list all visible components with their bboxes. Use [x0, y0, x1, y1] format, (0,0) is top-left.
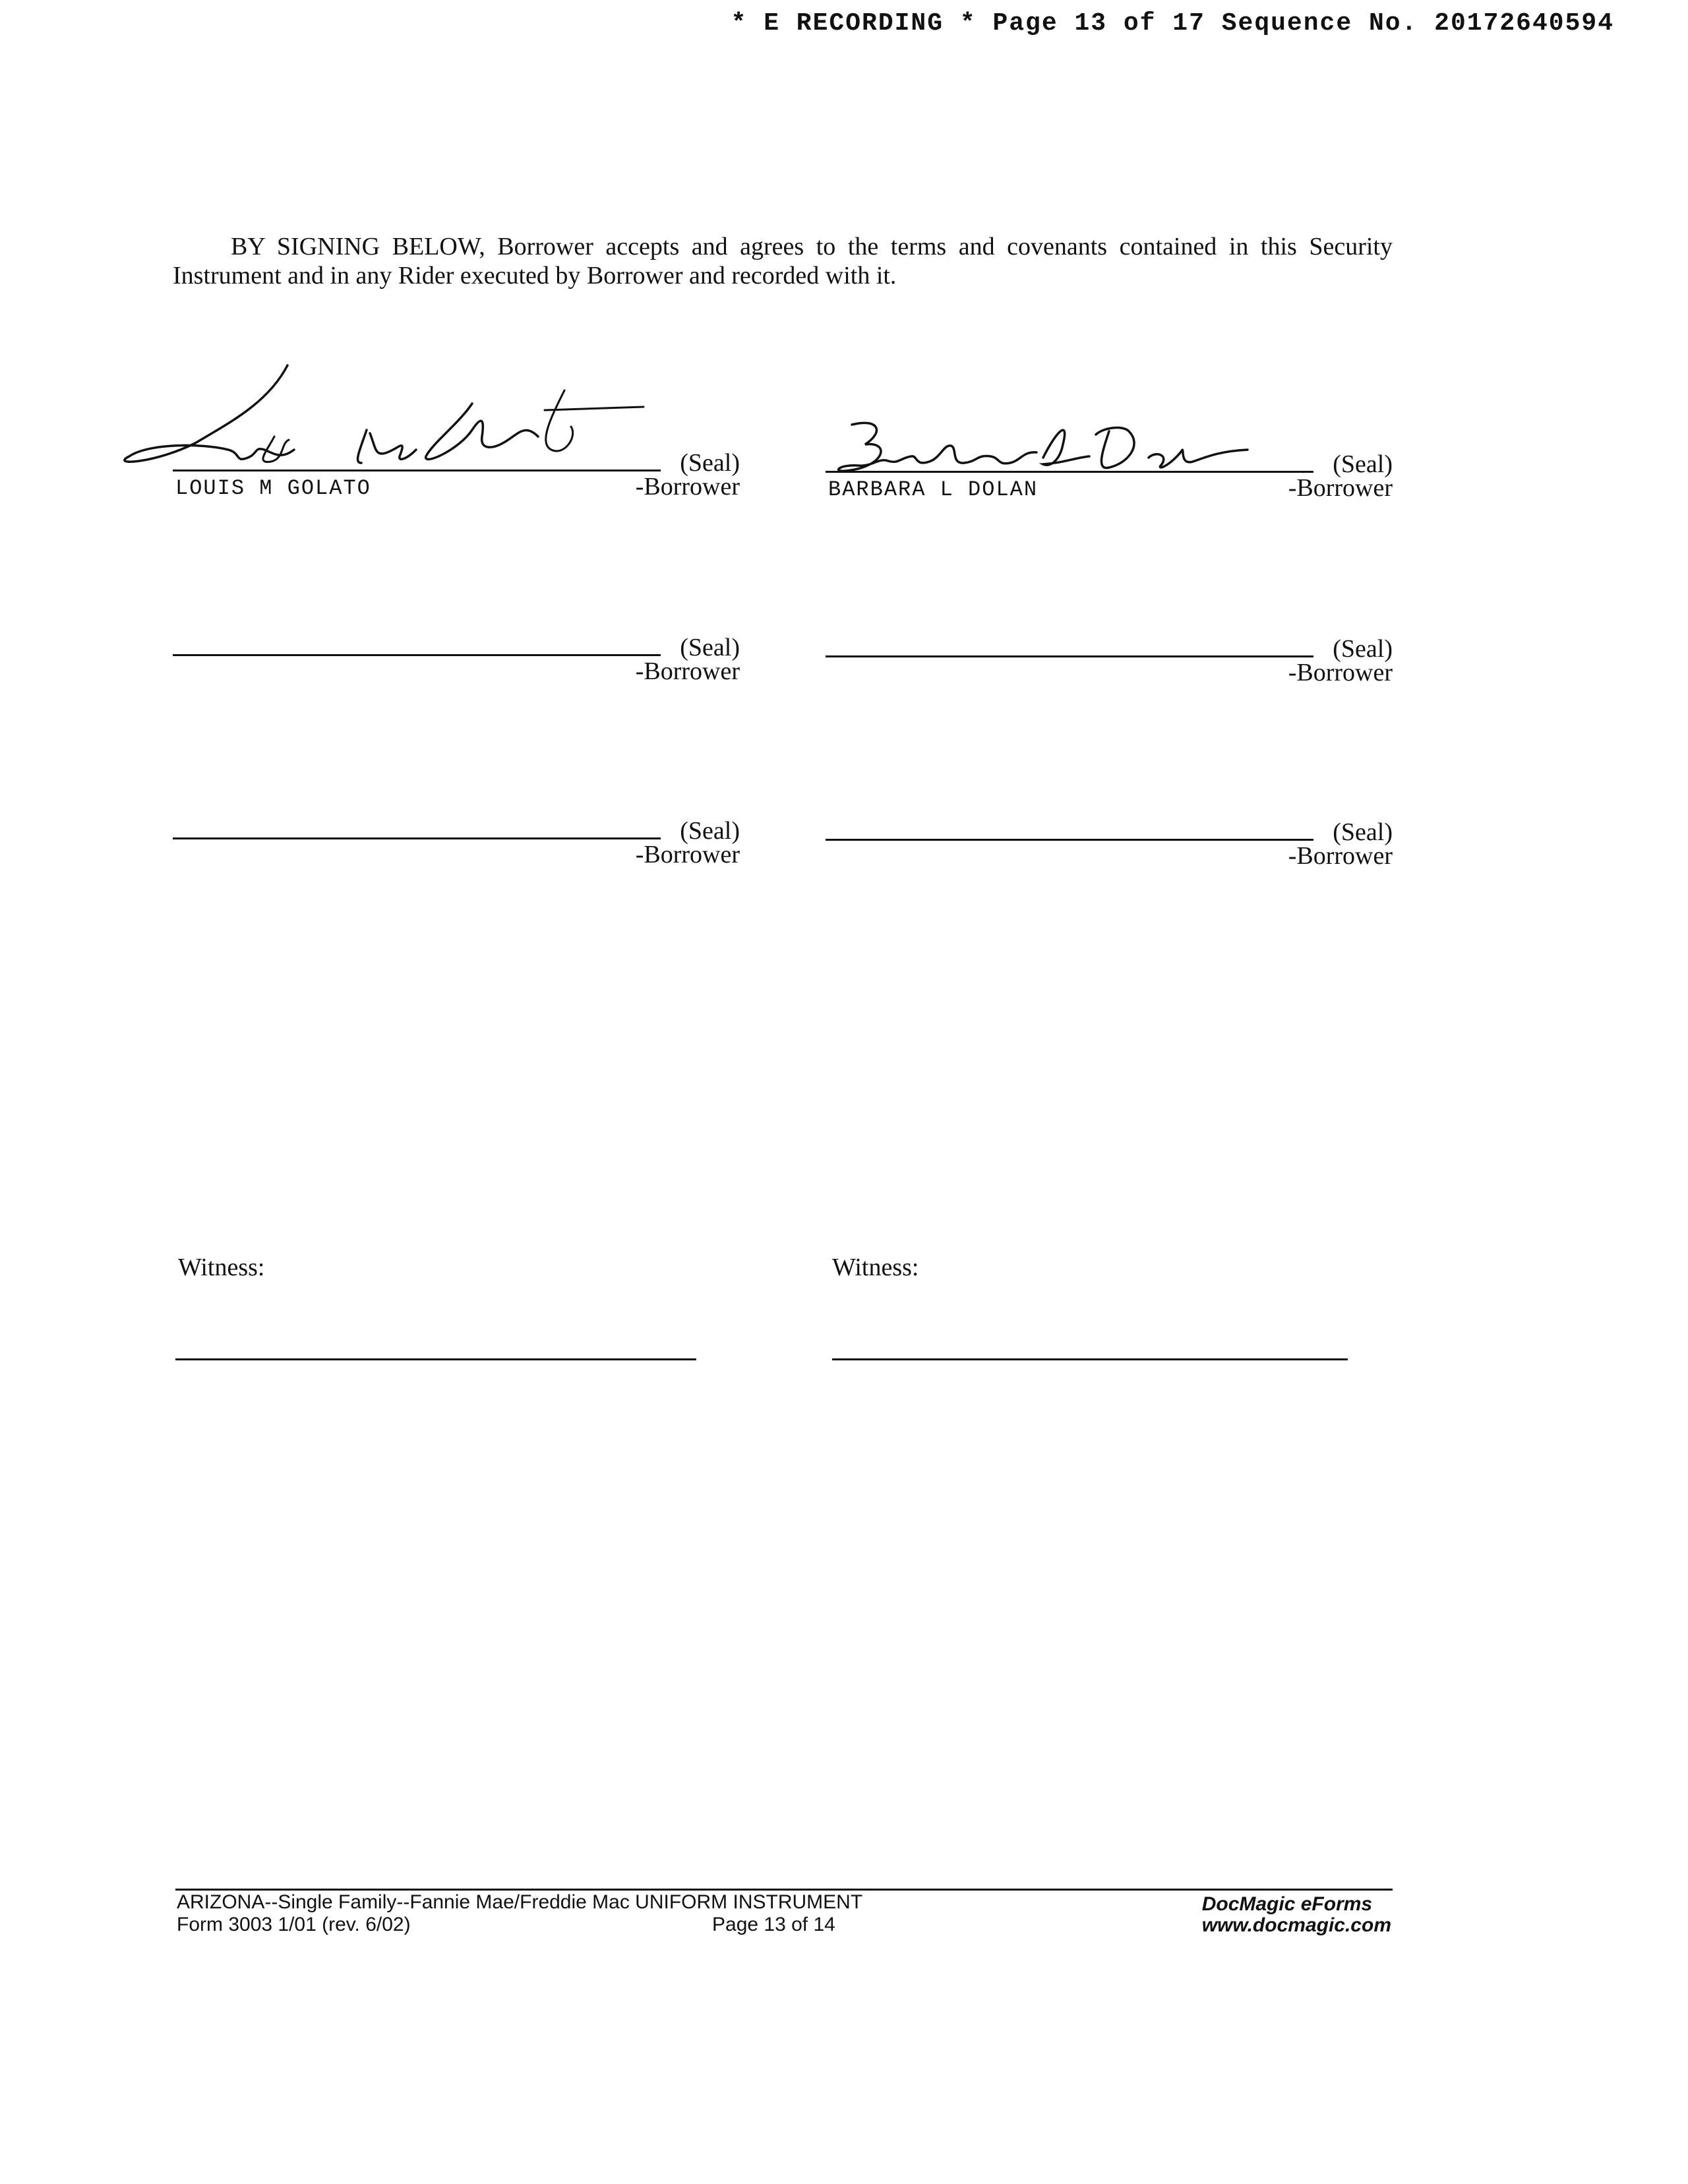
docmagic-website: www.docmagic.com: [1201, 1914, 1391, 1936]
signature-block-borrower-3: [173, 634, 740, 720]
borrower-role-label: -Borrower: [1288, 842, 1393, 870]
witness-line-left: [175, 1358, 696, 1360]
signature-block-borrower-4: [826, 635, 1393, 721]
signature-block-borrower-1: [173, 449, 740, 535]
footer-rule: [175, 1889, 1393, 1891]
seal-label: (Seal): [1333, 450, 1393, 478]
signature-line: [173, 654, 661, 656]
borrower-role-label: -Borrower: [635, 841, 740, 868]
seal-label: (Seal): [1333, 635, 1393, 663]
footer-brand: [1202, 1894, 1391, 1936]
signature-line: [826, 839, 1313, 841]
footer-form-number: Form 3003 1/01 (rev. 6/02): [177, 1914, 411, 1935]
signature-block-borrower-6: [826, 818, 1393, 905]
seal-label: (Seal): [680, 634, 740, 661]
signing-paragraph-text: BY SIGNING BELOW, Borrower accepts and agrees to the terms and covenants contained in this Security Instrument and in any Rider executed by Borrower and recorded with it.: [173, 233, 1393, 289]
borrower-role-label: -Borrower: [635, 473, 740, 501]
signature-line: [173, 837, 661, 839]
footer-page-number: Page 13 of 14: [712, 1914, 835, 1935]
witness-line-right: [832, 1358, 1348, 1360]
borrower-role-label: -Borrower: [1288, 474, 1393, 502]
signing-paragraph: [173, 232, 1393, 290]
witness-label-left: Witness:: [178, 1254, 265, 1281]
borrower-name: BARBARA L DOLAN: [828, 477, 1039, 502]
signature-line: [826, 471, 1313, 473]
footer-form-title: ARIZONA--Single Family--Fannie Mae/Freddie Mac UNIFORM INSTRUMENT: [177, 1891, 863, 1913]
borrower-role-label: -Borrower: [1288, 659, 1393, 686]
signature-block-borrower-2: [826, 450, 1393, 537]
signature-block-borrower-5: [173, 817, 740, 903]
docmagic-logo: DocMagic eForms: [1201, 1893, 1373, 1915]
borrower-name: LOUIS M GOLATO: [175, 476, 371, 501]
handwritten-signature-louis-golato: [116, 351, 657, 483]
signature-line: [173, 470, 661, 471]
seal-label: (Seal): [680, 817, 740, 845]
seal-label: (Seal): [680, 449, 740, 477]
witness-label-right: Witness:: [832, 1254, 919, 1281]
recording-header: * E RECORDING * Page 13 of 17 Sequence No. 20172640594: [731, 9, 1614, 38]
borrower-role-label: -Borrower: [635, 657, 740, 685]
signature-line: [826, 655, 1313, 657]
seal-label: (Seal): [1333, 818, 1393, 846]
